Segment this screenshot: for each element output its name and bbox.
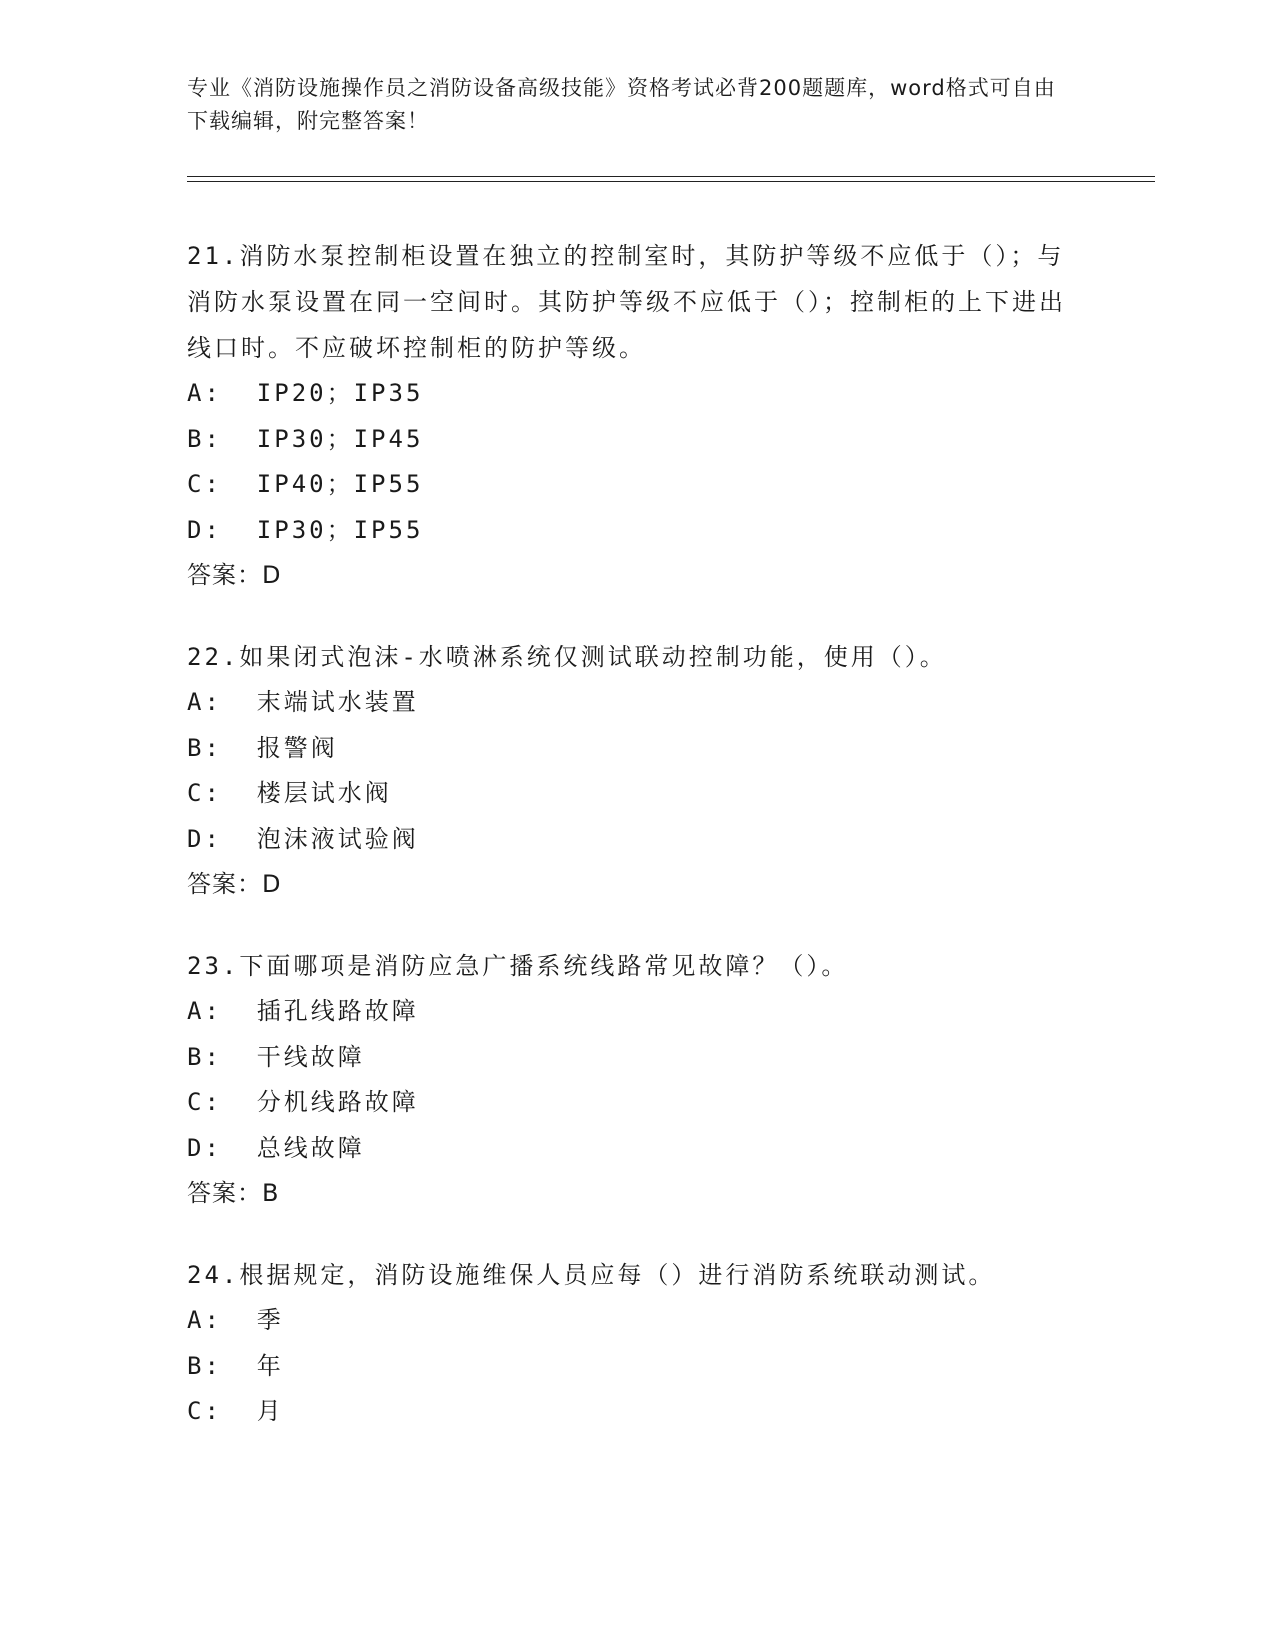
question-stem: 21.消防水泵控制柜设置在独立的控制室时，其防护等级不应低于（）；与消防水泵设置在同一空间时。其防护等级不应低于（）；控制柜的上下进出线口时。不应破坏控制柜的防护等级。 (187, 242, 1066, 362)
question-stem: 24.根据规定，消防设施维保人员应每（）进行消防系统联动测试。 (187, 1261, 996, 1289)
option-a: A: 插孔线路故障 (187, 997, 419, 1025)
option-d: D: 总线故障 (187, 1133, 365, 1162)
option-d: D: IP30；IP55 (187, 515, 424, 544)
answer-line: 答案：B (187, 1179, 280, 1207)
option-b: B: 年 (187, 1351, 284, 1380)
option-c: C: 月 (187, 1397, 284, 1425)
option-a: A: 季 (187, 1306, 284, 1334)
option-c: C: 楼层试水阀 (187, 779, 392, 807)
document-header: 专业《消防设施操作员之消防设备高级技能》资格考试必背200题题库，word格式可自由下载编辑，附完整答案！ (187, 76, 1056, 133)
option-b: B: 干线故障 (187, 1042, 365, 1071)
question-24 (187, 1252, 1087, 1435)
question-stem: 22.如果闭式泡沫-水喷淋系统仅测试联动控制功能，使用（）。 (187, 643, 947, 671)
option-b: B: 报警阀 (187, 733, 338, 762)
option-d: D: 泡沫液试验阀 (187, 824, 419, 853)
question-list (187, 233, 1087, 1471)
question-21 (187, 233, 1087, 598)
option-c: C: IP40；IP55 (187, 470, 424, 498)
header-divider-bottom (187, 181, 1155, 182)
option-c: C: 分机线路故障 (187, 1088, 419, 1116)
question-23 (187, 943, 1087, 1216)
answer-line: 答案：D (187, 561, 282, 589)
question-22 (187, 634, 1087, 907)
option-b: B: IP30；IP45 (187, 424, 424, 453)
header-divider-top (187, 176, 1155, 177)
question-stem: 23.下面哪项是消防应急广播系统线路常见故障？（）。 (187, 952, 849, 980)
option-a: A: IP20；IP35 (187, 379, 424, 407)
option-a: A: 末端试水装置 (187, 688, 419, 716)
answer-line: 答案：D (187, 870, 282, 898)
